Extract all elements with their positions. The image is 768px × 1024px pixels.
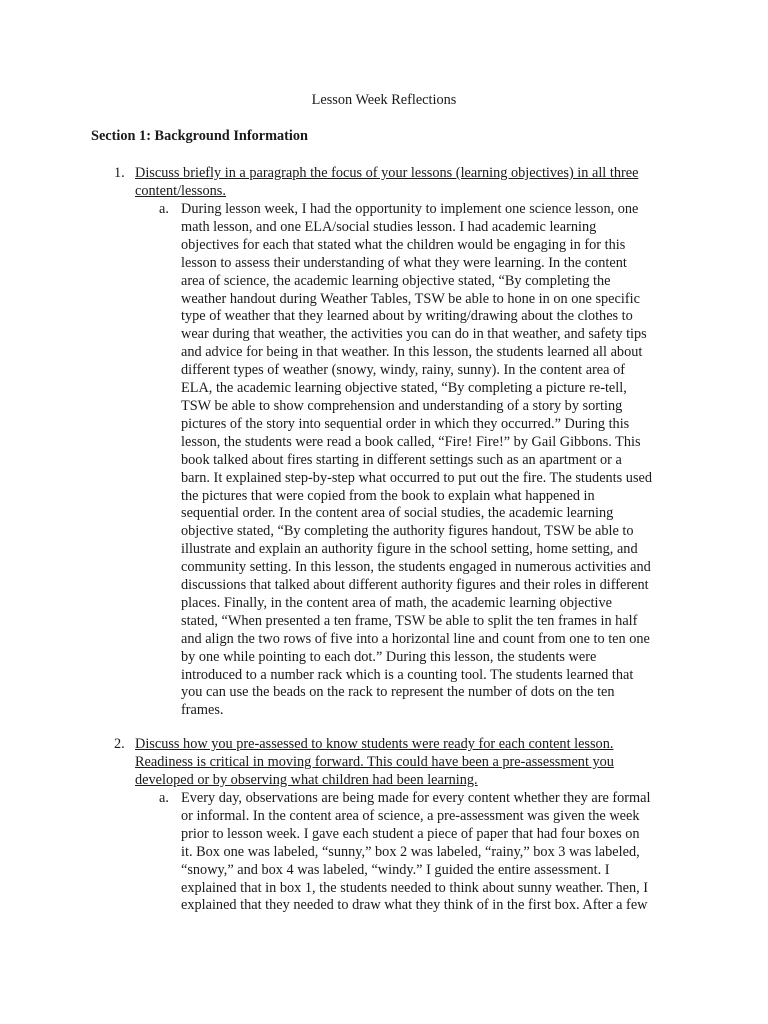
answer-1 [159,201,681,720]
document-title: Lesson Week Reflections [311,92,457,108]
answer-line: and align the two rows of five into a horizontal line and count from one to ten one [181,630,650,647]
answer-line: by one while pointing to each dot.” During this lesson, the students were [181,648,597,665]
answer-line: objective stated, “By completing the authority figures handout, TSW be able to [181,523,634,540]
answer-line: pictures of the story into sequential order in which they occurred.” During this [181,415,630,432]
answer-line: stated, “When presented a ten frame, TSW be able to split the ten frames in half [181,612,638,629]
answer-line: you can use the beads on the rack to represent the number of dots on the ten [181,684,615,701]
question-line: Discuss briefly in a paragraph the focus of your lessons (learning objectives) in all three [135,165,639,181]
answer-line: type of weather that they learned about by writing/drawing about the clothes to [181,308,633,325]
answer-line: the pictures that were copied from the book to explain what happened in [181,487,595,504]
section-heading: Section 1: Background Information [91,128,308,144]
question-number: 2. [114,736,125,752]
answer-line: or informal. In the content area of science, a pre-assessment was given the week [181,807,640,824]
answer-text [181,790,681,915]
answer-line: it. Box one was labeled, “sunny,” box 2 was labeled, “rainy,” box 3 was labeled, [181,843,640,860]
answer-line: places. Finally, in the content area of math, the academic learning objective [181,594,612,611]
question-text [135,165,674,201]
answer-line: illustrate and explain an authority figure in the school setting, home setting, and [181,541,638,558]
answer-line: weather handout during Weather Tables, TSW be able to hone in on one specific [181,290,640,307]
answer-text [181,201,681,720]
answer-line: math lesson, and one ELA/social studies lesson. I had academic learning [181,218,597,235]
answer-line: discussions that talked about different authority figures and their roles in different [181,577,649,594]
question-text [135,736,674,790]
question-line: Readiness is critical in moving forward. This could have been a pre-assessment you [135,753,614,770]
answer-line: community setting. In this lesson, the students engaged in numerous activities and [181,559,651,576]
answer-line: “snowy,” and box 4 was labeled, “windy.” I guided the entire assessment. I [181,861,610,878]
answer-line: lesson to assess their understanding of what they were learning. In the content [181,254,627,271]
answer-letter: a. [159,201,169,217]
question-line: Discuss how you pre-assessed to know students were ready for each content lesson. [135,736,614,752]
answer-line: During lesson week, I had the opportunity to implement one science lesson, one [181,201,639,217]
answer-line: Every day, observations are being made for every content whether they are formal [181,790,651,806]
answer-line: wear during that weather, the activities you can do in that weather, and safety tips [181,326,647,343]
answer-line: prior to lesson week. I gave each student a piece of paper that had four boxes on [181,825,640,842]
answer-line: book talked about fires starting in different settings such as an apartment or a [181,451,622,468]
answer-line: area of science, the academic learning objective stated, “By completing the [181,272,611,289]
answer-line: sequential order. In the content area of social studies, the academic learning [181,505,614,522]
answer-line: frames. [181,702,224,719]
question-1 [114,165,674,201]
question-2 [114,736,674,790]
answer-line: TSW be able to show comprehension and understanding of a story by sorting [181,397,623,414]
answer-line: explained that in box 1, the students needed to think about sunny weather. Then, I [181,879,649,896]
answer-line: different types of weather (snowy, windy, rainy, sunny). In the content area of [181,362,625,379]
answer-line: objectives for each that stated what the children would be engaging in for this [181,236,626,253]
question-line: content/lessons. [135,182,226,199]
answer-line: barn. It explained step-by-step what occurred to put out the fire. The students used [181,469,653,486]
answer-line: introduced to a number rack which is a counting tool. The students learned that [181,666,634,683]
answer-line: and advice for being in that weather. In this lesson, the students learned all about [181,344,643,361]
answer-line: ELA, the academic learning objective stated, “By completing a picture re-tell, [181,380,627,397]
question-number: 1. [114,165,125,181]
answer-2 [159,790,681,915]
answer-letter: a. [159,790,169,806]
answer-line: explained that they needed to draw what they think of in the first box. After a few [181,897,648,914]
question-line: developed or by observing what children had been learning. [135,771,478,788]
answer-line: lesson, the students were read a book called, “Fire! Fire!” by Gail Gibbons. This [181,433,641,450]
